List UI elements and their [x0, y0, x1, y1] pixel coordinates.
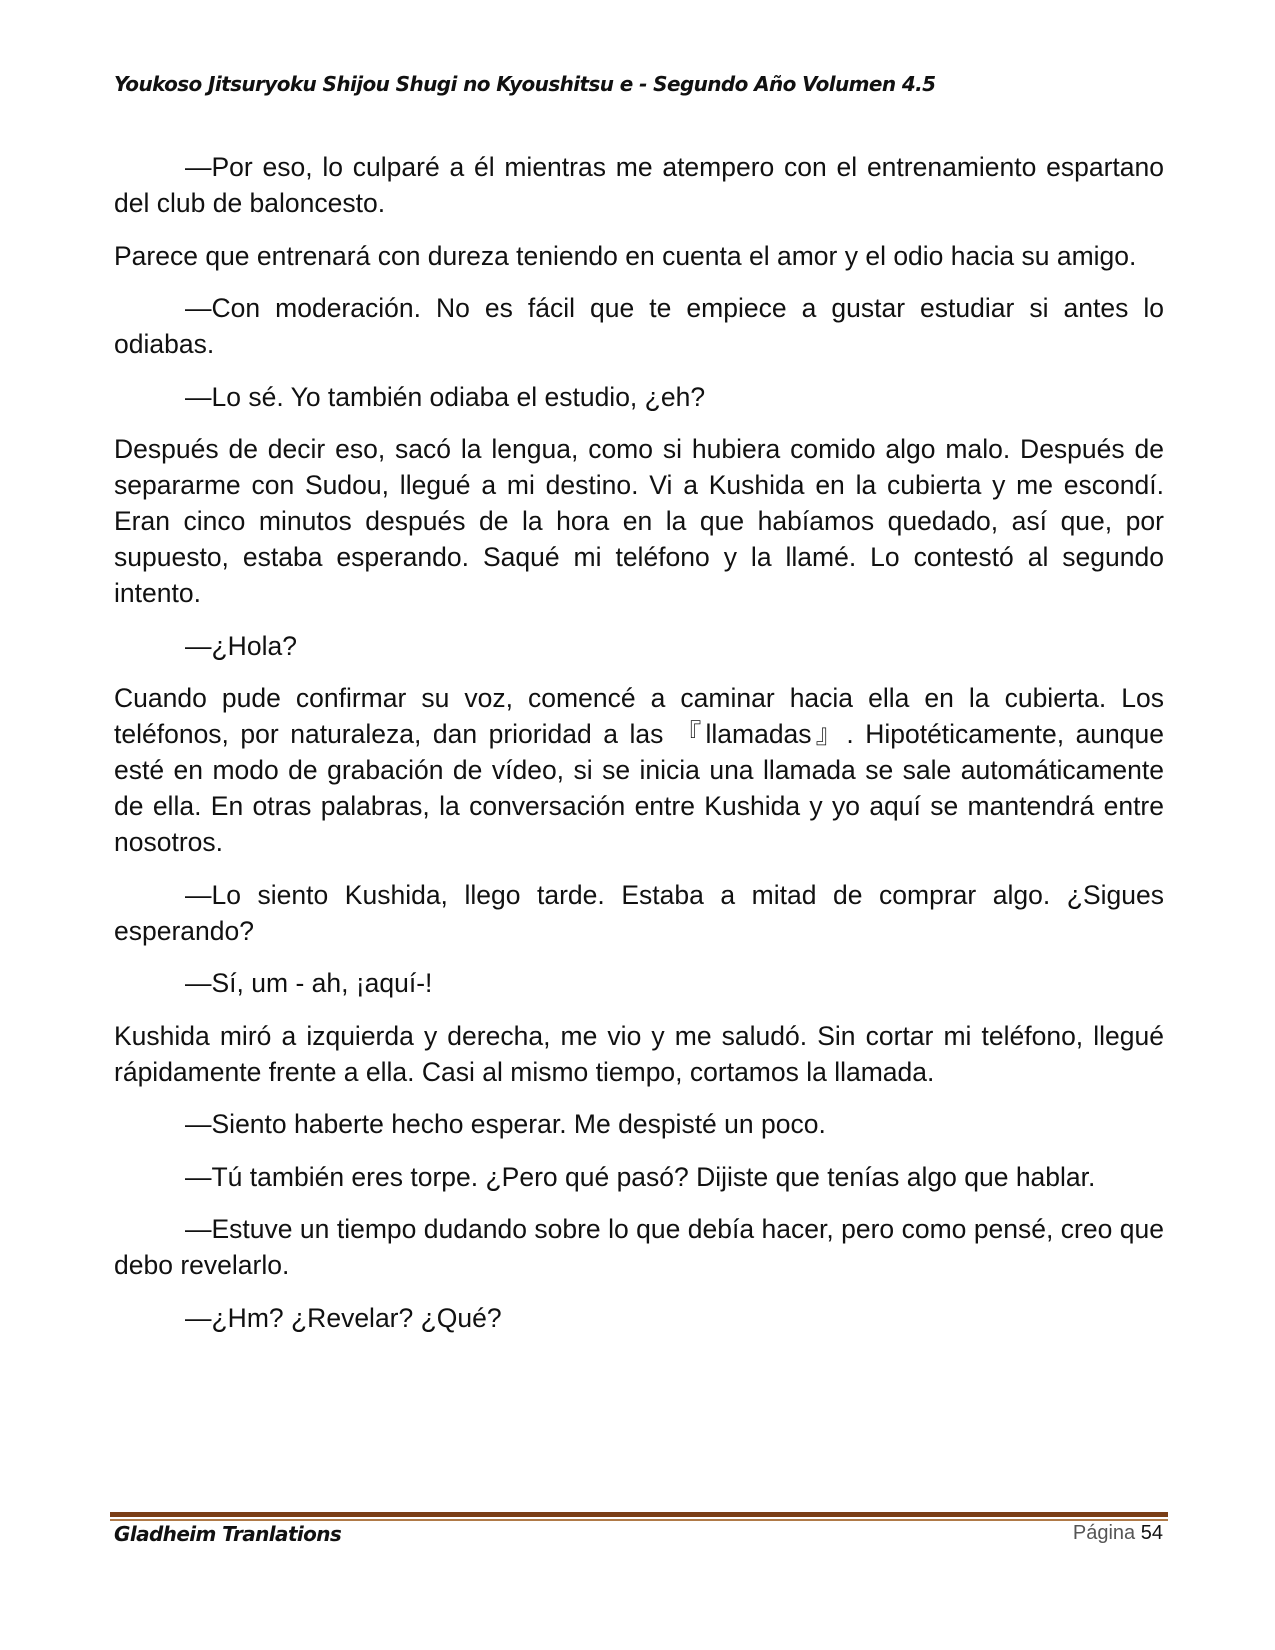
page-number: 54	[1140, 1522, 1163, 1544]
paragraph-dialog: —Lo siento Kushida, llego tarde. Estaba a mitad de comprar algo. ¿Sigues esperando?	[114, 879, 1164, 946]
paragraph-narration: Cuando pude confirmar su voz, comencé a caminar hacia ella en la cubierta. Los teléfonos, por naturaleza, dan prioridad a las 『llamadas』. Hipotéticamente, aunque esté en modo de grabación de vídeo, si se inicia una llamada se sale automáticamente de ella. En otras palabras, la conversación entre Kushida y yo aquí se mantendrá entre nosotros.	[114, 683, 1164, 857]
body-text	[114, 149, 1164, 1352]
paragraph-dialog: —Siento haberte hecho esperar. Me despisté un poco.	[185, 1109, 826, 1139]
paragraph-dialog: —¿Hola?	[185, 630, 297, 661]
paragraph-dialog: —¿Hm? ¿Revelar? ¿Qué?	[185, 1302, 502, 1333]
paragraph-dialog: —Tú también eres torpe. ¿Pero qué pasó? Dijiste que tenías algo que hablar.	[185, 1161, 1096, 1192]
paragraph-dialog: —Lo sé. Yo también odiaba el estudio, ¿eh?	[185, 381, 706, 412]
footer-credit: Gladheim Tranlations	[114, 1522, 342, 1546]
page-label: Página	[1072, 1522, 1136, 1544]
paragraph-dialog: —Con moderación. No es fácil que te empiece a gustar estudiar si antes lo odiabas.	[114, 293, 1164, 359]
footer-page-indicator	[1073, 1522, 1163, 1545]
footer-rule-thick	[110, 1512, 1168, 1517]
paragraph-dialog: —Estuve un tiempo dudando sobre lo que debía hacer, pero como pensé, creo que debo revelarlo.	[114, 1214, 1164, 1280]
paragraph-narration: Kushida miró a izquierda y derecha, me vio y me saludó. Sin cortar mi teléfono, llegué rápidamente frente a ella. Casi al mismo tiempo, cortamos la llamada.	[114, 1020, 1164, 1087]
paragraph-dialog: —Sí, um - ah, ¡aquí-!	[185, 968, 433, 998]
footer-rule-thin	[110, 1519, 1168, 1521]
paragraph-narration: Parece que entrenará con dureza teniendo en cuenta el amor y el odio hacia su amigo.	[114, 240, 1137, 271]
paragraph-narration: Después de decir eso, sacó la lengua, como si hubiera comido algo malo. Después de separarme con Sudou, llegué a mi destino. Vi a Kushida en la cubierta y me escondí. Eran cinco minutos después de la hora en la que habíamos quedado, así que, por supuesto, estaba esperando. Saqué mi teléfono y la llamé. Lo contestó al segundo intento.	[114, 434, 1164, 608]
paragraph-dialog: —Por eso, lo culparé a él mientras me atempero con el entrenamiento espartano del club de baloncesto.	[114, 152, 1164, 218]
page-header-title: Youkoso Jitsuryoku Shijou Shugi no Kyoushitsu e - Segundo Año Volumen 4.5	[114, 72, 936, 96]
